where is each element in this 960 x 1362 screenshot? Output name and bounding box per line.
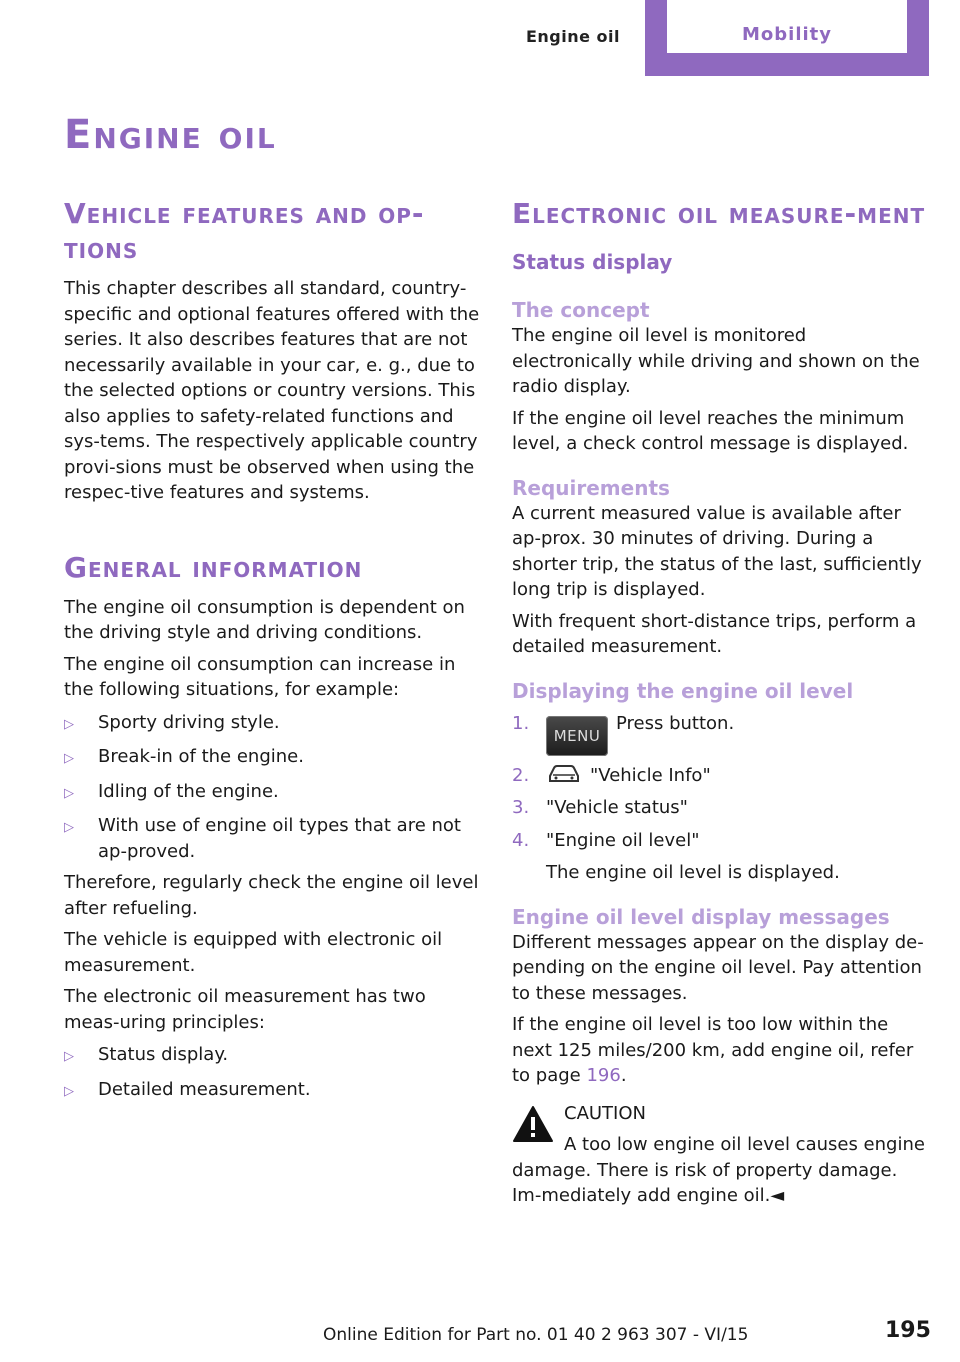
warning-icon — [512, 1105, 554, 1143]
left-column — [64, 196, 482, 1104]
bullet-icon: ▷ — [64, 820, 74, 835]
list-item: ▷ Sporty driving style. — [64, 710, 482, 738]
electronic-oil-heading: Electronic oil measure-ment — [512, 197, 926, 230]
list-item: ▷ Break-in of the engine. — [64, 744, 482, 772]
header-chapter-tab: Mobility — [667, 0, 907, 53]
caution-text: A too low engine oil level causes engine damage. There is risk of property damage. Im-mediately add engine oil.◄ — [512, 1134, 925, 1206]
step-item — [512, 711, 930, 756]
step-number: 4. — [512, 829, 530, 851]
list-item: ▷ With use of engine oil types that are not ap-proved. — [64, 813, 482, 864]
page-link[interactable]: 196 — [586, 1065, 621, 1086]
step-number: 1. — [512, 712, 530, 734]
general-info-p4: The vehicle is equipped with electronic oil measurement. — [64, 929, 443, 976]
bullet-icon: ▷ — [64, 716, 74, 732]
general-info-p2: The engine oil consumption can increase in the following situations, for example: — [64, 653, 456, 700]
header-section-tab: Engine oil — [525, 27, 621, 46]
general-info-p5: The electronic oil measurement has two meas-uring principles: — [64, 986, 426, 1033]
general-info-p1: The engine oil consumption is dependent on the driving style and driving conditions. — [64, 596, 465, 643]
end-mark-icon: ◄ — [770, 1185, 785, 1206]
messages-heading: Engine oil level display messages — [512, 904, 890, 929]
status-display-heading: Status display — [512, 250, 673, 274]
concept-p1: The engine oil level is monitored electronically while driving and shown on the radio display. — [512, 325, 920, 397]
general-info-p3: Therefore, regularly check the engine oil level after refueling. — [64, 872, 479, 919]
bullet-icon: ▷ — [64, 1083, 74, 1099]
general-info-heading: General information — [64, 550, 363, 584]
caution-box — [512, 1101, 930, 1209]
situations-list — [64, 710, 482, 865]
step-item — [512, 763, 930, 789]
messages-p2: If the engine oil level is too low within the next 125 miles/200 km, add engine oil, refer to page 196. — [512, 1014, 914, 1086]
requirements-p2: With frequent short-distance trips, perform a detailed measurement. — [512, 610, 917, 657]
edition-note: Online Edition for Part no. 01 40 2 963 307 - VI/15 — [323, 1325, 749, 1345]
step-item — [512, 795, 930, 821]
car-icon — [546, 763, 582, 785]
step-number: 2. — [512, 764, 530, 786]
list-item: ▷ Detailed measurement. — [64, 1077, 482, 1105]
step-text: "Vehicle status" — [546, 797, 688, 818]
messages-p1: Different messages appear on the display de-pending on the engine oil level. Pay attention to these messages. — [512, 931, 924, 1004]
requirements-heading: Requirements — [512, 475, 670, 500]
list-item: ▷ Status display. — [64, 1042, 482, 1070]
bullet-icon: ▷ — [64, 785, 74, 801]
list-item: ▷ Idling of the engine. — [64, 779, 482, 807]
vehicle-features-body: This chapter describes all standard, country-specific and optional features offered with the series. It also describes features that are not necessarily available in your car, e. g., due to the selected options or country versions. This also applies to safety-related functions and sys-tems. The respectively applicable country provi-sions must be observed when using the respec-tive features and systems. — [64, 278, 480, 503]
steps-list — [512, 711, 930, 886]
bullet-icon: ▷ — [64, 1049, 74, 1064]
step-text: Press button. — [616, 712, 735, 734]
principles-list — [64, 1042, 482, 1104]
caution-label: CAUTION — [564, 1102, 646, 1124]
page-number: 195 — [885, 1318, 931, 1343]
right-column — [512, 196, 930, 1209]
step-text: "Engine oil level" — [546, 829, 700, 851]
page-title: Engine oil — [64, 112, 277, 158]
step-text: "Vehicle Info" — [590, 764, 711, 786]
bullet-icon: ▷ — [64, 751, 74, 766]
step-number: 3. — [512, 797, 530, 818]
displaying-heading: Displaying the engine oil level — [512, 678, 854, 703]
vehicle-features-heading: Vehicle features and op-tions — [64, 197, 425, 265]
requirements-p1: A current measured value is available after ap-prox. 30 minutes of driving. During a shorter trip, the status of the last, sufficiently long trip is displayed. — [512, 502, 922, 600]
concept-heading: The concept — [512, 298, 650, 322]
step-item — [512, 828, 930, 886]
concept-p2: If the engine oil level reaches the minimum level, a check control message is displayed. — [512, 407, 909, 454]
step-subtext: The engine oil level is displayed. — [546, 862, 840, 883]
menu-button-icon: MENU — [546, 716, 608, 756]
